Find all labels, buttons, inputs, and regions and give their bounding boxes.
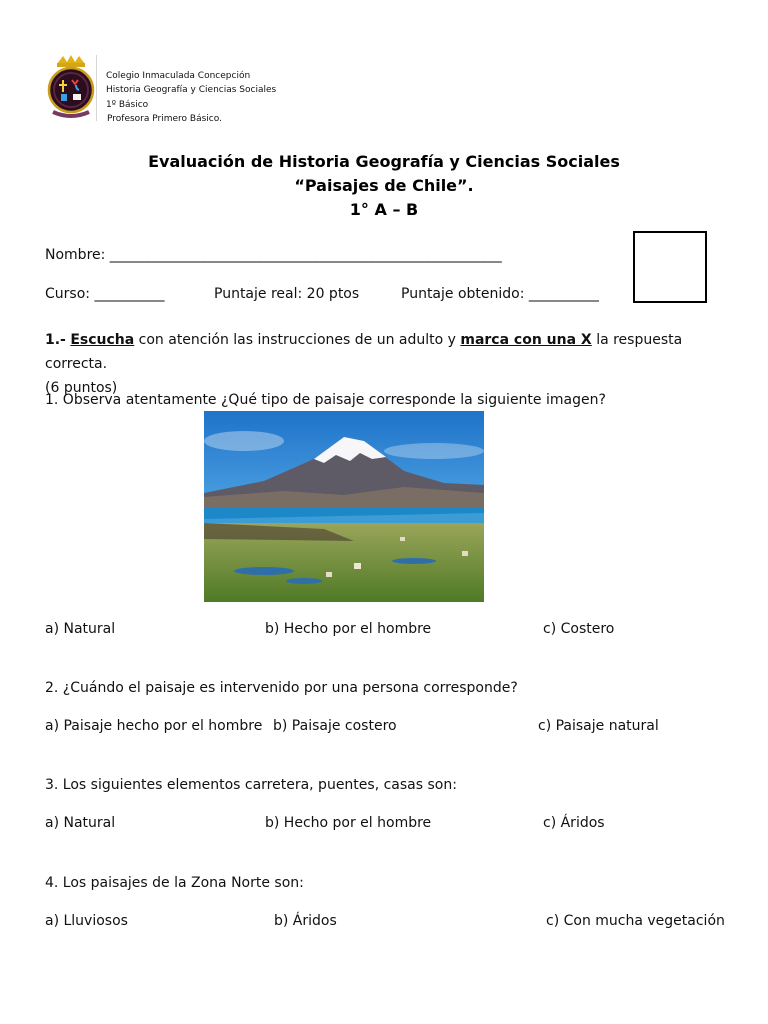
school-logo	[45, 54, 97, 122]
course-label: Curso:	[45, 286, 90, 302]
q1-option-a[interactable]: a) Natural	[45, 621, 116, 637]
section-points: (6 puntos)	[45, 380, 118, 396]
question-4: 4. Los paisajes de la Zona Norte son:	[45, 875, 304, 891]
title-line-3: 1° A – B	[349, 200, 419, 219]
teacher-name: Profesora Primero Básico.	[107, 113, 222, 124]
score-obtained-field	[401, 286, 599, 302]
name-blank[interactable]: ________________________________________________________	[109, 247, 502, 263]
score-obtained-label: Puntaje obtenido:	[401, 286, 525, 302]
score-obtained-blank[interactable]: __________	[528, 286, 599, 302]
q3-option-a[interactable]: a) Natural	[45, 815, 116, 831]
instruction-text-2: la respuesta correcta.	[45, 332, 683, 372]
score-real: Puntaje real: 20 ptos	[214, 286, 360, 302]
q3-option-b[interactable]: b) Hecho por el hombre	[265, 815, 432, 831]
q3-option-c[interactable]: c) Áridos	[543, 815, 605, 831]
grade-level: 1º Básico	[106, 99, 149, 110]
course-blank[interactable]: __________	[94, 286, 165, 302]
q1-option-c[interactable]: c) Costero	[543, 621, 615, 637]
section-number: 1.-	[45, 332, 66, 348]
q4-option-a[interactable]: a) Lluviosos	[45, 913, 128, 929]
instruction-text-1: con atención las instrucciones de un adulto y	[138, 332, 456, 348]
q2-option-c[interactable]: c) Paisaje natural	[538, 718, 659, 734]
instruction-verb: Escucha	[70, 332, 135, 348]
subject-name: Historia Geografía y Ciencias Sociales	[106, 85, 277, 96]
q4-option-c[interactable]: c) Con mucha vegetación	[546, 913, 725, 929]
header-divider	[96, 55, 97, 121]
q4-option-b[interactable]: b) Áridos	[274, 913, 337, 929]
question-3: 3. Los siguientes elementos carretera, puentes, casas son:	[45, 777, 457, 793]
section-1-instructions	[45, 328, 735, 400]
q1-option-b[interactable]: b) Hecho por el hombre	[265, 621, 432, 637]
title-line-2: “Paisajes de Chile”.	[294, 176, 474, 195]
q2-option-b[interactable]: b) Paisaje costero	[273, 718, 397, 734]
question-1: 1. Observa atentamente ¿Qué tipo de paisaje corresponde la siguiente imagen?	[45, 392, 606, 408]
exam-title	[0, 150, 768, 222]
name-field	[45, 247, 502, 263]
school-name: Colegio Inmaculada Concepción	[106, 71, 251, 81]
question-2: 2. ¿Cuándo el paisaje es intervenido por una persona corresponde?	[45, 680, 518, 696]
instruction-mark: marca con una X	[460, 332, 592, 348]
score-box[interactable]	[633, 231, 707, 303]
school-info	[106, 69, 276, 126]
landscape-photo	[204, 411, 484, 602]
q2-option-a[interactable]: a) Paisaje hecho por el hombre	[45, 718, 263, 734]
title-line-1: Evaluación de Historia Geografía y Ciencias Sociales	[148, 152, 620, 171]
name-label: Nombre:	[45, 247, 106, 263]
course-field	[45, 286, 164, 302]
